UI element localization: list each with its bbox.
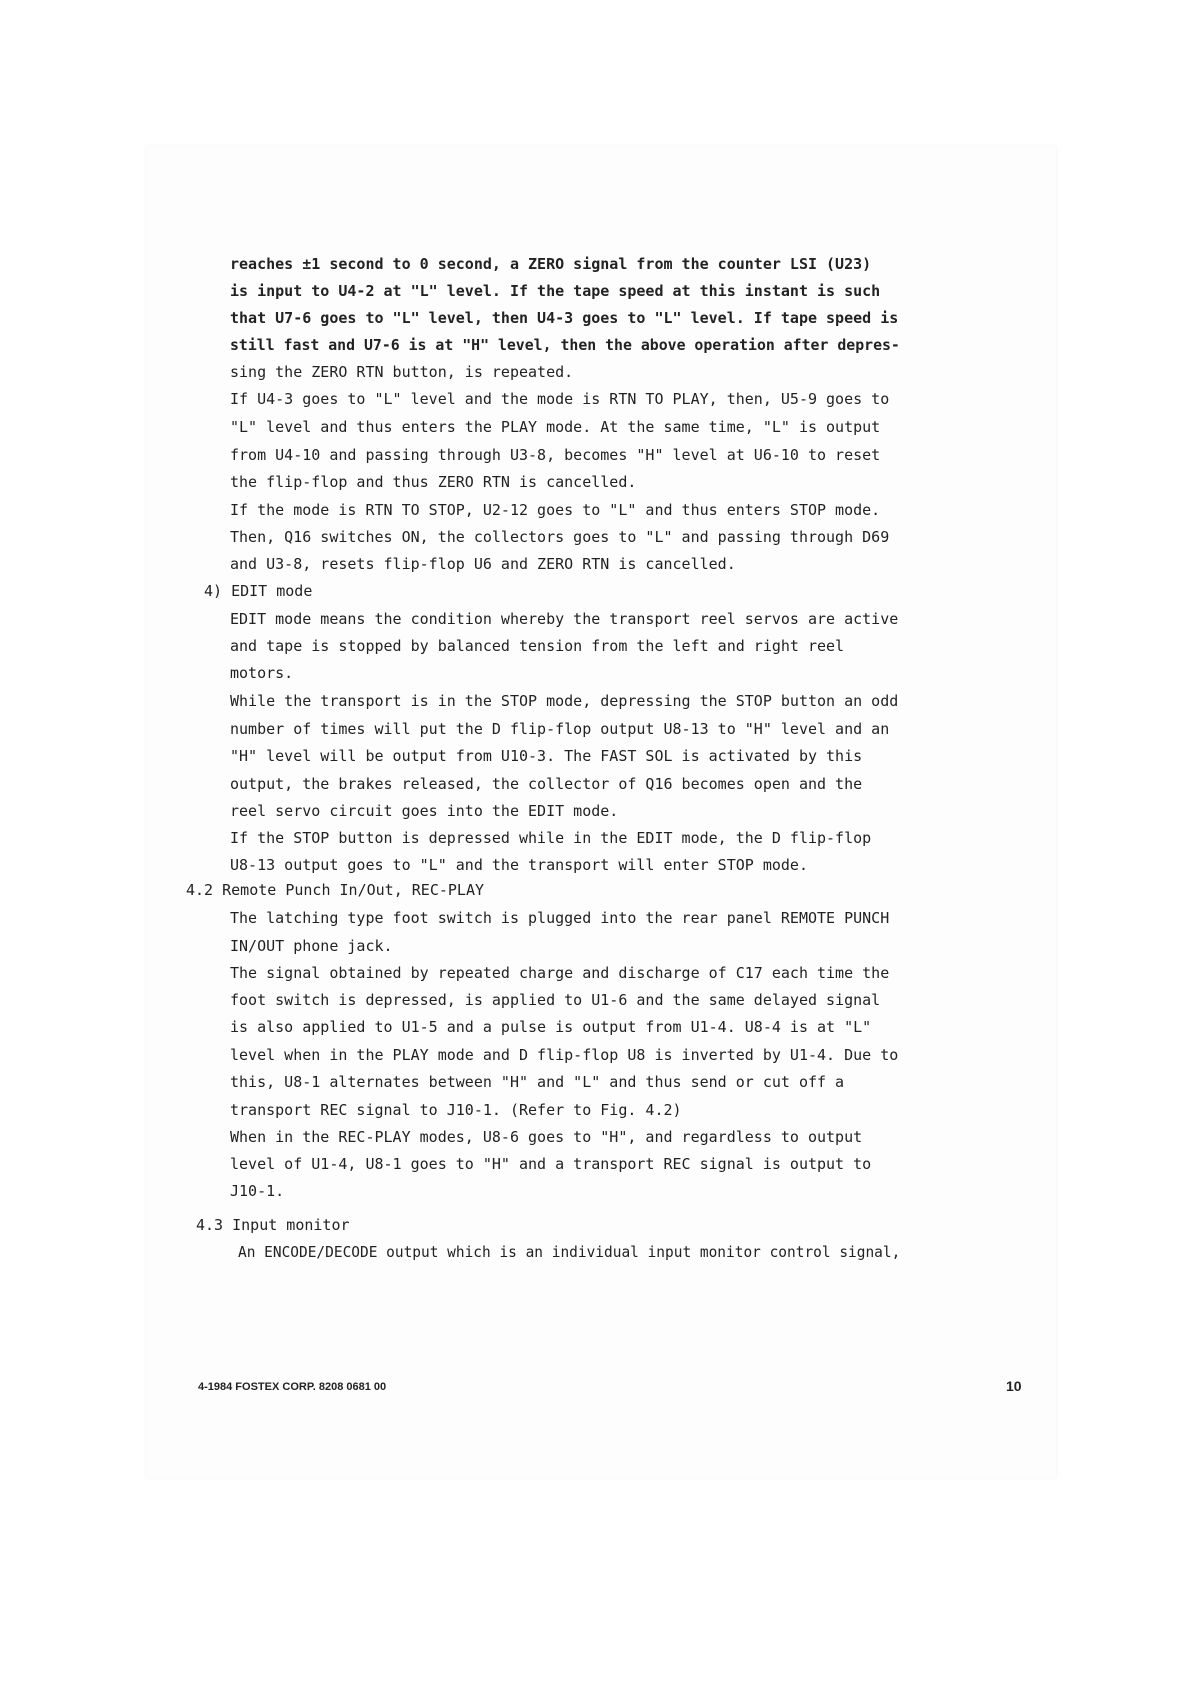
section-heading: 4.3 Input monitor xyxy=(196,1216,350,1234)
text-line: sing the ZERO RTN button, is repeated. xyxy=(230,363,574,381)
text-line: is also applied to U1-5 and a pulse is output from U1-4. U8-4 is at "L" xyxy=(230,1018,872,1036)
text-line: foot switch is depressed, is applied to U1-6 and the same delayed signal xyxy=(230,991,881,1009)
text-line: "L" level and thus enters the PLAY mode. At the same time, "L" is output xyxy=(230,418,881,436)
text-line: transport REC signal to J10-1. (Refer to Fig. 4.2) xyxy=(230,1101,682,1119)
text-line: output, the brakes released, the collector of Q16 becomes open and the xyxy=(230,775,863,793)
text-line: and U3-8, resets flip-flop U6 and ZERO RTN is cancelled. xyxy=(230,555,736,573)
text-line: The latching type foot switch is plugged into the rear panel REMOTE PUNCH xyxy=(230,909,890,927)
text-line: still fast and U7-6 is at "H" level, then the above operation after depres- xyxy=(230,336,900,354)
text-line: The signal obtained by repeated charge and discharge of C17 each time the xyxy=(230,964,890,982)
text-line: that U7-6 goes to "L" level, then U4-3 goes to "L" level. If tape speed is xyxy=(230,309,899,327)
page-number: 10 xyxy=(1006,1378,1022,1394)
text-line: If the mode is RTN TO STOP, U2-12 goes to "L" and thus enters STOP mode. xyxy=(230,501,881,519)
text-line: When in the REC-PLAY modes, U8-6 goes to "H", and regardless to output xyxy=(230,1128,863,1146)
section-heading: 4.2 Remote Punch In/Out, REC-PLAY xyxy=(186,881,485,899)
text-line: and tape is stopped by balanced tension from the left and right reel xyxy=(230,637,845,655)
text-line: While the transport is in the STOP mode, depressing the STOP button an odd xyxy=(230,692,899,710)
section-heading: 4) EDIT mode xyxy=(204,582,313,600)
text-line: U8-13 output goes to "L" and the transport will enter STOP mode. xyxy=(230,856,808,874)
text-line: EDIT mode means the condition whereby the transport reel servos are active xyxy=(230,610,899,628)
text-line: "H" level will be output from U10-3. The FAST SOL is activated by this xyxy=(230,747,863,765)
text-line: Then, Q16 switches ON, the collectors goes to "L" and passing through D69 xyxy=(230,528,890,546)
text-line: level when in the PLAY mode and D flip-flop U8 is inverted by U1-4. Due to xyxy=(230,1046,899,1064)
text-line: If the STOP button is depressed while in the EDIT mode, the D flip-flop xyxy=(230,829,872,847)
footer-publisher: 4-1984 FOSTEX CORP. 8208 0681 00 xyxy=(198,1381,387,1393)
text-line: IN/OUT phone jack. xyxy=(230,937,393,955)
text-line: If U4-3 goes to "L" level and the mode is RTN TO PLAY, then, U5-9 goes to xyxy=(230,390,890,408)
text-line: is input to U4-2 at "L" level. If the tape speed at this instant is such xyxy=(230,282,881,300)
text-line: number of times will put the D flip-flop output U8-13 to "H" level and an xyxy=(230,720,890,738)
text-line: from U4-10 and passing through U3-8, becomes "H" level at U6-10 to reset xyxy=(230,446,881,464)
text-line: reel servo circuit goes into the EDIT mode. xyxy=(230,802,619,820)
text-line: level of U1-4, U8-1 goes to "H" and a transport REC signal is output to xyxy=(230,1155,872,1173)
text-line: motors. xyxy=(230,664,294,682)
text-line: An ENCODE/DECODE output which is an individual input monitor control signal, xyxy=(238,1243,901,1261)
text-line: reaches ±1 second to 0 second, a ZERO signal from the counter LSI (U23) xyxy=(230,255,872,273)
text-line: the flip-flop and thus ZERO RTN is cancelled. xyxy=(230,473,637,491)
text-line: this, U8-1 alternates between "H" and "L" and thus send or cut off a xyxy=(230,1073,845,1091)
text-line: J10-1. xyxy=(230,1182,285,1200)
